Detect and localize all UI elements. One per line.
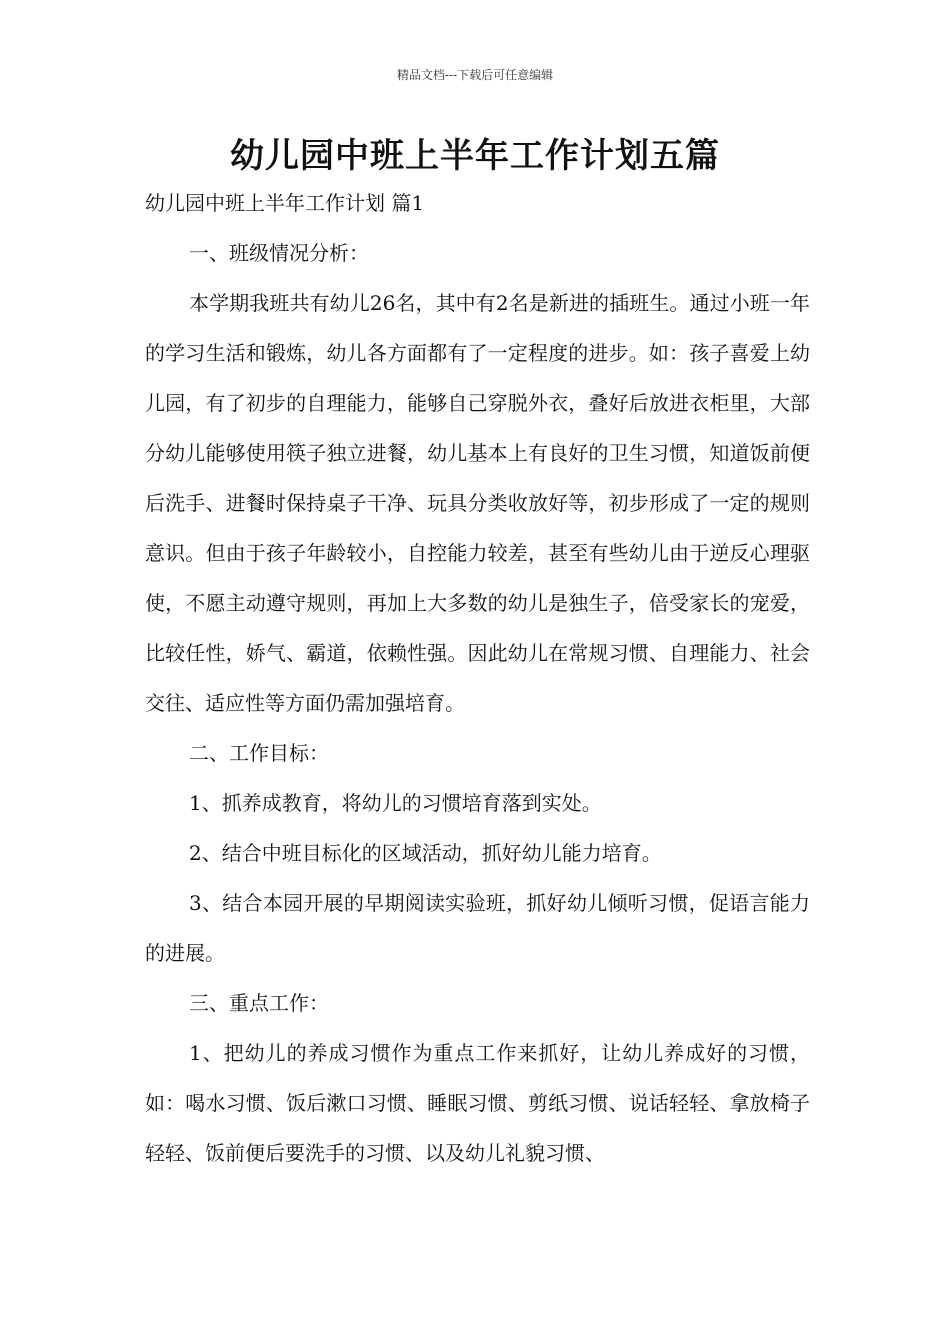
document-title: 幼儿园中班上半年工作计划五篇 [230,136,720,176]
paragraph-class-analysis: 本学期我班共有幼儿26名，其中有2名是新进的插班生。通过小班一年的学习生活和锻炼，幼儿各方面都有了一定程度的进步。如：孩子喜爱上幼儿园，有了初步的自理能力，能够自己穿脱外衣，叠好后放进衣柜里，大部分幼儿能够使用筷子独立进餐，幼儿基本上有良好的卫生习惯，知道饭前便后洗手、进餐时保持桌子干净、玩具分类收放好等，初步形成了一定的规则意识。但由于孩子年龄较小，自控能力较差，甚至有些幼儿由于逆反心理驱使，不愿主动遵守规则，再加上大多数的幼儿是独生子，倍受家长的宠爱，比较任性，娇气、霸道，依赖性强。因此幼儿在常规习惯、自理能力、社会交往、适应性等方面仍需加强培育。 [145,291,810,715]
section-heading-3: 三、重点工作： [189,991,329,1015]
goal-item-3: 3、结合本园开展的早期阅读实验班，抓好幼儿倾听习惯，促语言能力的进展。 [145,891,810,965]
section-subtitle: 幼儿园中班上半年工作计划 篇1 [145,191,425,215]
section-heading-1: 一、班级情况分析： [189,241,369,265]
document-body [145,178,810,1178]
section-heading-2: 二、工作目标： [189,741,329,765]
goal-item-2: 2、结合中班目标化的区域活动，抓好幼儿能力培育。 [189,841,662,865]
key-work-item-1: 1、把幼儿的养成习惯作为重点工作来抓好，让幼儿养成好的习惯，如：喝水习惯、饭后漱口习惯、睡眠习惯、剪纸习惯、说话轻轻、拿放椅子轻轻、饭前便后要洗手的习惯、以及幼儿礼貌习惯、 [145,1041,810,1165]
goal-item-1: 1、抓养成教育，将幼儿的习惯培育落到实处。 [189,791,602,815]
page-header: 精品文档---下载后可任意编辑 [396,68,554,82]
